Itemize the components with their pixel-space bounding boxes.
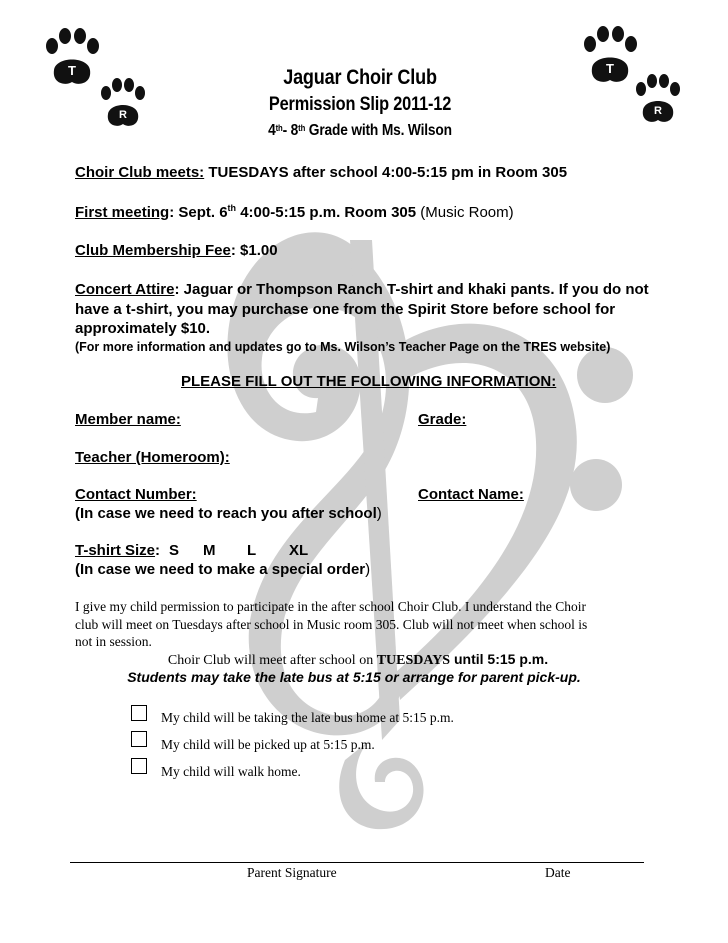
late-bus-checkbox[interactable] — [131, 705, 147, 721]
document-subtitle: Permission Slip 2011-12 — [268, 94, 452, 115]
grade-field: Grade: — [418, 411, 467, 428]
tshirt-size-label: T-shirt Size — [75, 542, 156, 559]
contact-name-field: Contact Name: — [418, 486, 524, 503]
meets-line: Choir Club meets: TUESDAYS after school 4:00-5:15 pm in Room 305 — [75, 164, 568, 181]
paw-letter-t: T — [68, 63, 76, 78]
more-info-note: (For more information and updates go to Ms. Wilson’s Teacher Page on the TRES website) — [75, 340, 611, 354]
paw-letter-r: R — [654, 105, 662, 117]
walk-home-checkbox[interactable] — [131, 758, 147, 774]
grade-line: 4th- 8th Grade with Ms. Wilson — [268, 122, 452, 139]
meeting-time-line: Choir Club will meet after school on TUESDAYS until 5:15 p.m. — [167, 651, 549, 668]
late-bus-line: Students may take the late bus at 5:15 or arrange for parent pick-up. — [127, 669, 581, 685]
permission-line-2: club will meet on Tuesdays after school in Music room 305. Club will not meet when school is — [75, 617, 588, 632]
size-l-option: L — [247, 542, 257, 559]
special-order-note: (In case we need to make a special order) — [75, 561, 371, 578]
size-m-option: M — [203, 542, 216, 559]
paw-letter-r: R — [119, 109, 127, 121]
date-label: Date — [545, 865, 571, 880]
contact-note: (In case we need to reach you after school) — [75, 505, 382, 522]
permission-line-1: I give my child permission to participate in the after school Choir Club. I understand the Choir — [75, 599, 587, 614]
signature-line[interactable] — [70, 862, 644, 863]
size-xl-option: XL — [289, 542, 309, 559]
document-title: Jaguar Choir Club — [283, 66, 437, 89]
size-s-option: S — [169, 542, 180, 559]
late-bus-option-label: My child will be taking the late bus home at 5:15 p.m. — [161, 710, 454, 725]
membership-fee-line: Club Membership Fee: $1.00 — [75, 242, 278, 259]
concert-attire-line-1: Concert Attire: Jaguar or Thompson Ranch T-shirt and khaki pants. If you do not — [75, 281, 649, 298]
walk-home-option-label: My child will walk home. — [161, 764, 301, 779]
parent-signature-label: Parent Signature — [247, 865, 337, 880]
picked-up-option-label: My child will be picked up at 5:15 p.m. — [161, 737, 375, 752]
form-heading: PLEASE FILL OUT THE FOLLOWING INFORMATION: — [181, 373, 557, 390]
teacher-field: Teacher (Homeroom): — [75, 449, 230, 466]
paw-letter-t: T — [606, 61, 614, 76]
permission-line-3: not in session. — [75, 634, 152, 649]
picked-up-checkbox[interactable] — [131, 731, 147, 747]
member-name-field: Member name: — [75, 411, 181, 428]
concert-attire-line-2: have a t-shirt, you may purchase one from the Spirit Store before school for — [75, 301, 616, 318]
first-meeting-line: First meeting: Sept. 6th 4:00-5:15 p.m. Room 305 (Music Room) — [75, 203, 514, 221]
concert-attire-line-3: approximately $10. — [75, 320, 211, 337]
tshirt-size-line: T-shirt Size: S M L XL — [75, 542, 309, 559]
contact-number-field: Contact Number: — [75, 486, 197, 503]
